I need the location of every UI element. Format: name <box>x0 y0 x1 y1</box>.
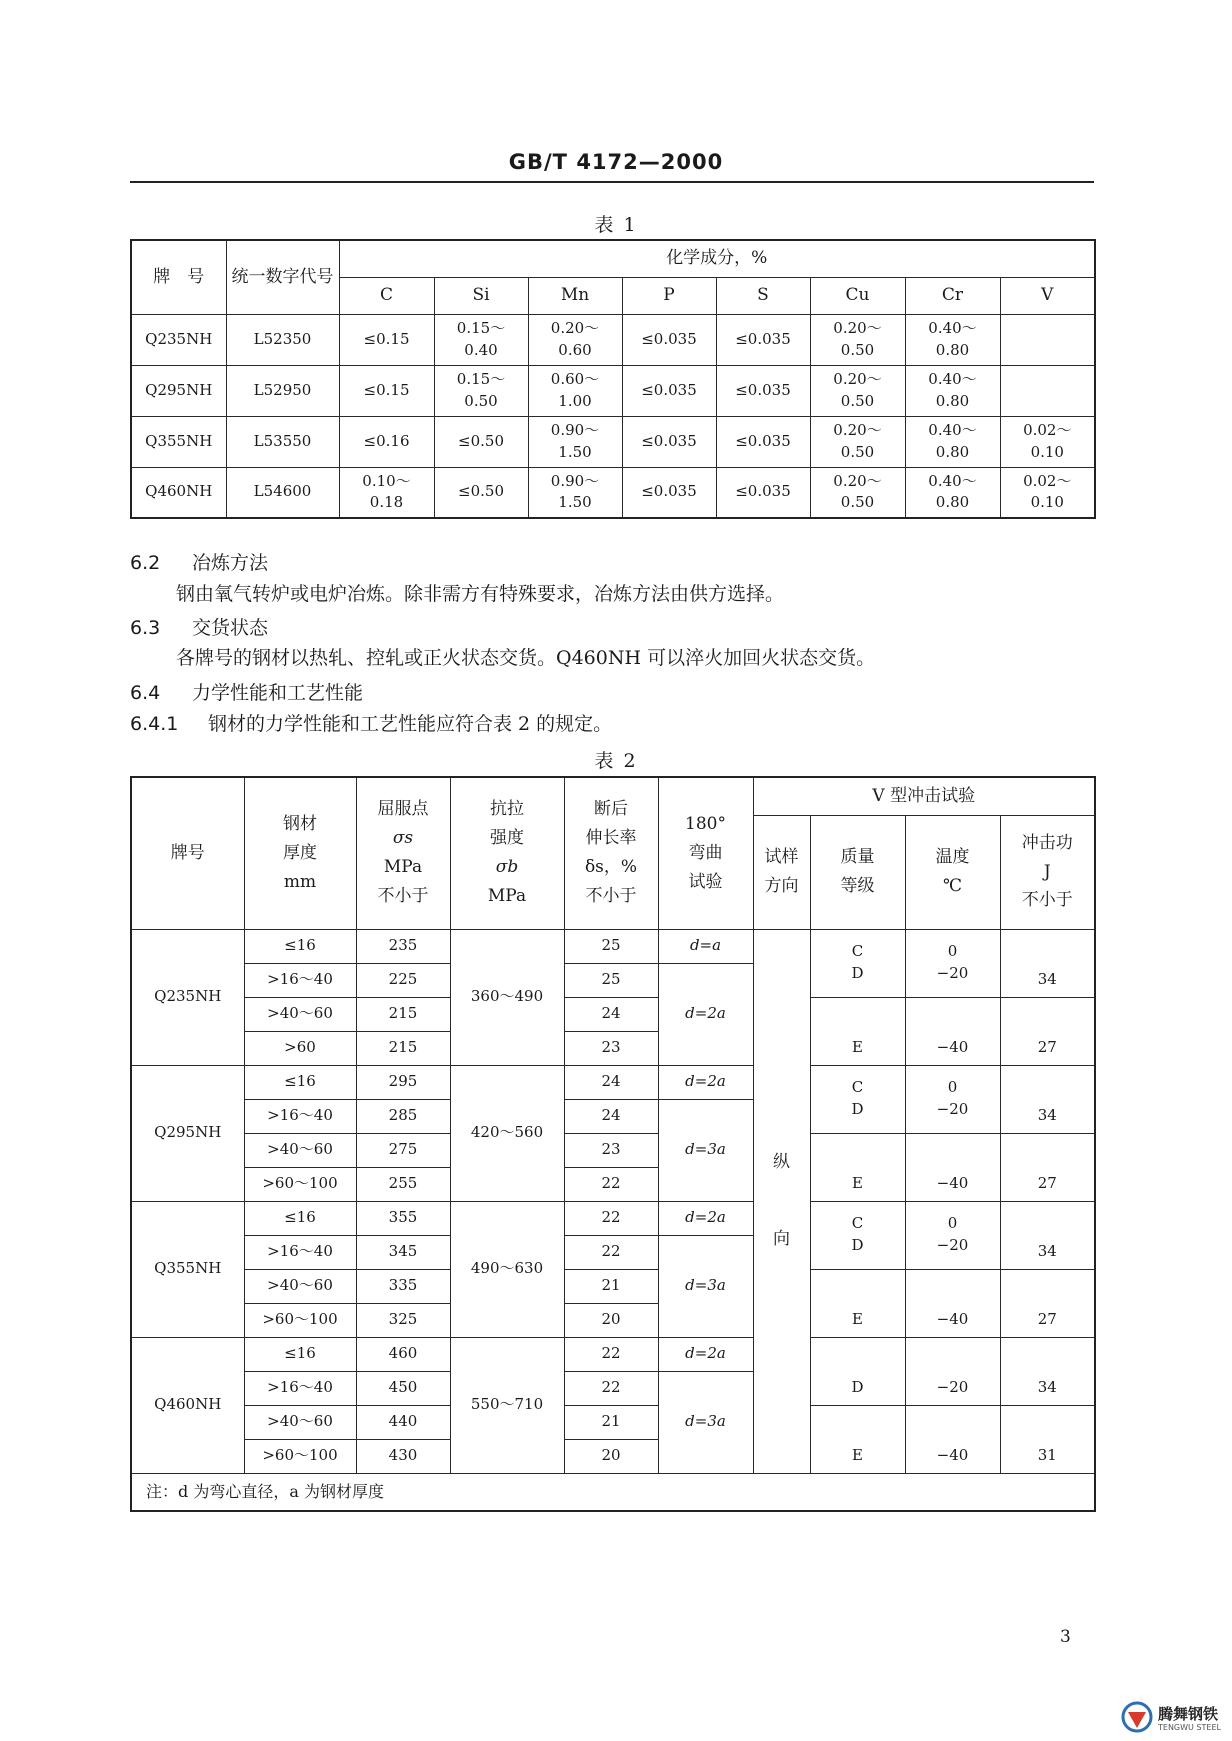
header-rule <box>130 181 1094 183</box>
t1-value: 0.20～ 0.50 <box>810 365 905 416</box>
t1-header-element: C <box>339 277 434 314</box>
t1-code: L53550 <box>226 416 339 467</box>
t1-header-grade: 牌 号 <box>131 240 226 314</box>
t2-yield: 450 <box>356 1371 450 1405</box>
t2-thickness: >16～40 <box>244 963 356 997</box>
t2-yield: 440 <box>356 1405 450 1439</box>
t1-value <box>1000 365 1095 416</box>
t1-value: ≤0.035 <box>716 365 810 416</box>
section-6-3-heading <box>130 619 268 638</box>
t2-elongation: 22 <box>564 1371 658 1405</box>
t1-value: ≤0.035 <box>716 314 810 365</box>
t1-value: 0.40～ 0.80 <box>905 314 1000 365</box>
t2-yield: 355 <box>356 1201 450 1235</box>
t2-elongation: 20 <box>564 1439 658 1473</box>
t1-value: 0.20～ 0.50 <box>810 314 905 365</box>
section-number: 6.4.1 <box>130 713 179 735</box>
t2-header-yield: 屈服点 σs MPa 不小于 <box>356 777 450 929</box>
t2-yield: 225 <box>356 963 450 997</box>
t1-header-code: 统一数字代号 <box>226 240 339 314</box>
section-body: 钢材的力学性能和工艺性能应符合表 2 的规定。 <box>208 713 613 735</box>
t2-header-thickness: 钢材 厚度 mm <box>244 777 356 929</box>
t1-value: ≤0.16 <box>339 416 434 467</box>
t1-value: 0.20～ 0.50 <box>810 416 905 467</box>
t2-yield: 275 <box>356 1133 450 1167</box>
t2-thickness: >16～40 <box>244 1371 356 1405</box>
t1-header-element: Cu <box>810 277 905 314</box>
t2-quality: E <box>810 1133 905 1201</box>
t2-temperature: −40 <box>905 997 1000 1065</box>
t2-quality: E <box>810 997 905 1065</box>
t2-temperature: 0 −20 <box>905 929 1000 997</box>
t1-row <box>131 314 1095 365</box>
t2-row <box>131 1065 1095 1099</box>
t2-energy: 34 <box>1000 1337 1095 1405</box>
t2-energy: 34 <box>1000 1065 1095 1133</box>
t2-thickness: >16～40 <box>244 1235 356 1269</box>
t2-elongation: 23 <box>564 1133 658 1167</box>
t1-header-element: V <box>1000 277 1095 314</box>
t1-value <box>1000 314 1095 365</box>
t2-quality: C D <box>810 929 905 997</box>
logo-icon <box>1120 1700 1232 1734</box>
t2-row <box>131 997 1095 1031</box>
t2-yield: 255 <box>356 1167 450 1201</box>
t2-energy: 27 <box>1000 997 1095 1065</box>
t1-grade: Q355NH <box>131 416 226 467</box>
t1-row <box>131 365 1095 416</box>
t1-value: ≤0.50 <box>434 467 528 518</box>
t1-value: 0.90～ 1.50 <box>528 416 622 467</box>
t2-bend: d=3a <box>658 1235 753 1337</box>
t2-temperature: −40 <box>905 1133 1000 1201</box>
section-6-2-heading <box>130 554 268 573</box>
t2-elongation: 25 <box>564 929 658 963</box>
t2-thickness: ≤16 <box>244 1201 356 1235</box>
t2-yield: 235 <box>356 929 450 963</box>
t2-thickness: >40～60 <box>244 997 356 1031</box>
t2-elongation: 24 <box>564 997 658 1031</box>
t2-thickness: >40～60 <box>244 1269 356 1303</box>
t1-header-element: Mn <box>528 277 622 314</box>
t2-yield: 285 <box>356 1099 450 1133</box>
mechanical-properties-table <box>130 776 1096 1512</box>
t2-tensile: 420～560 <box>450 1065 564 1201</box>
section-6-4-heading <box>130 684 363 703</box>
t2-row <box>131 1201 1095 1235</box>
t2-bend: d=3a <box>658 1371 753 1473</box>
t2-temperature: 0 −20 <box>905 1201 1000 1269</box>
t1-value: ≤0.035 <box>622 467 716 518</box>
t2-yield: 295 <box>356 1065 450 1099</box>
table1-caption: 表 1 <box>594 214 638 236</box>
t1-code: L52350 <box>226 314 339 365</box>
t2-yield: 430 <box>356 1439 450 1473</box>
t2-header-bend: 180° 弯曲 试验 <box>658 777 753 929</box>
t2-yield: 460 <box>356 1337 450 1371</box>
t1-value: 0.20～ 0.50 <box>810 467 905 518</box>
t2-temperature: −40 <box>905 1269 1000 1337</box>
t2-header-temperature: 温度 ℃ <box>905 815 1000 929</box>
section-number: 6.3 <box>130 617 161 639</box>
t1-value: 0.60～ 1.00 <box>528 365 622 416</box>
t2-row <box>131 1405 1095 1439</box>
t1-code: L54600 <box>226 467 339 518</box>
t2-thickness: >60 <box>244 1031 356 1065</box>
t2-header-grade: 牌号 <box>131 777 244 929</box>
t2-thickness: >60～100 <box>244 1439 356 1473</box>
t2-elongation: 24 <box>564 1099 658 1133</box>
t2-header-impact: V 型冲击试验 <box>753 777 1095 815</box>
section-6-3-body: 各牌号的钢材以热轧、控轧或正火状态交货。Q460NH 可以淬火加回火状态交货。 <box>176 647 876 669</box>
t2-yield: 215 <box>356 1031 450 1065</box>
t2-header-direction: 试样 方向 <box>753 815 810 929</box>
t1-value: 0.40～ 0.80 <box>905 365 1000 416</box>
section-title: 力学性能和工艺性能 <box>192 682 364 704</box>
t2-energy: 34 <box>1000 1201 1095 1269</box>
t2-header-tensile: 抗拉 强度 σb MPa <box>450 777 564 929</box>
publisher-logo <box>1120 1700 1232 1734</box>
t2-bend: d=2a <box>658 1201 753 1235</box>
t2-yield: 325 <box>356 1303 450 1337</box>
t2-temperature: −40 <box>905 1405 1000 1473</box>
t1-value: ≤0.15 <box>339 314 434 365</box>
t2-row <box>131 1337 1095 1371</box>
t1-value: ≤0.035 <box>716 467 810 518</box>
t2-tensile: 360～490 <box>450 929 564 1065</box>
t2-grade: Q295NH <box>131 1065 244 1201</box>
t1-value: ≤0.035 <box>622 365 716 416</box>
t2-elongation: 24 <box>564 1065 658 1099</box>
t1-code: L52950 <box>226 365 339 416</box>
t1-value: 0.40～ 0.80 <box>905 467 1000 518</box>
t1-grade: Q235NH <box>131 314 226 365</box>
table2-caption: 表 2 <box>594 750 638 772</box>
t2-bend: d=a <box>658 929 753 963</box>
section-number: 6.4 <box>130 682 161 704</box>
section-number: 6.2 <box>130 552 161 574</box>
t1-header-element: Si <box>434 277 528 314</box>
t1-value: 0.02～ 0.10 <box>1000 467 1095 518</box>
t1-value: 0.10～ 0.18 <box>339 467 434 518</box>
t1-value: ≤0.035 <box>622 416 716 467</box>
t1-value: 0.02～ 0.10 <box>1000 416 1095 467</box>
t2-elongation: 22 <box>564 1201 658 1235</box>
t2-row <box>131 1133 1095 1167</box>
section-6-4-1 <box>130 715 612 734</box>
t1-value: 0.40～ 0.80 <box>905 416 1000 467</box>
t2-energy: 27 <box>1000 1269 1095 1337</box>
t1-header-element: S <box>716 277 810 314</box>
t2-quality: C D <box>810 1201 905 1269</box>
section-6-2-body: 钢由氧气转炉或电炉冶炼。除非需方有特殊要求，冶炼方法由供方选择。 <box>176 583 785 605</box>
section-title: 交货状态 <box>192 617 269 639</box>
t1-value: ≤0.15 <box>339 365 434 416</box>
t2-header-energy: 冲击功 J 不小于 <box>1000 815 1095 929</box>
t2-yield: 335 <box>356 1269 450 1303</box>
t2-elongation: 25 <box>564 963 658 997</box>
table2-note: 注：d 为弯心直径，a 为钢材厚度 <box>131 1473 1095 1511</box>
t1-row <box>131 416 1095 467</box>
t2-thickness: >60～100 <box>244 1303 356 1337</box>
logo-name: 腾舞钢铁 <box>1158 1705 1219 1723</box>
t2-bend: d=2a <box>658 963 753 1065</box>
t2-tensile: 490～630 <box>450 1201 564 1337</box>
t2-elongation: 22 <box>564 1337 658 1371</box>
t2-header-elongation: 断后 伸长率 δs，% 不小于 <box>564 777 658 929</box>
t1-row <box>131 467 1095 518</box>
t2-bend: d=2a <box>658 1065 753 1099</box>
t1-value: 0.15～ 0.40 <box>434 314 528 365</box>
t2-yield: 345 <box>356 1235 450 1269</box>
page-number: 3 <box>1060 1627 1071 1647</box>
t2-grade: Q460NH <box>131 1337 244 1473</box>
t2-quality: D <box>810 1337 905 1405</box>
t1-grade: Q460NH <box>131 467 226 518</box>
t2-quality: C D <box>810 1065 905 1133</box>
standard-header: GB/T 4172—2000 <box>508 150 724 174</box>
t2-tensile: 550～710 <box>450 1337 564 1473</box>
t2-elongation: 22 <box>564 1167 658 1201</box>
t2-elongation: 22 <box>564 1235 658 1269</box>
t2-elongation: 21 <box>564 1405 658 1439</box>
t1-value: 0.20～ 0.60 <box>528 314 622 365</box>
t1-header-element: P <box>622 277 716 314</box>
t2-elongation: 21 <box>564 1269 658 1303</box>
t1-value: ≤0.50 <box>434 416 528 467</box>
t2-thickness: >60～100 <box>244 1167 356 1201</box>
t2-yield: 215 <box>356 997 450 1031</box>
t1-value: 0.15～ 0.50 <box>434 365 528 416</box>
t2-elongation: 23 <box>564 1031 658 1065</box>
t2-thickness: >40～60 <box>244 1405 356 1439</box>
t1-value: ≤0.035 <box>716 416 810 467</box>
t2-thickness: ≤16 <box>244 1065 356 1099</box>
t2-row <box>131 1269 1095 1303</box>
t2-grade: Q235NH <box>131 929 244 1065</box>
t2-thickness: ≤16 <box>244 929 356 963</box>
t2-energy: 27 <box>1000 1133 1095 1201</box>
t2-bend: d=2a <box>658 1337 753 1371</box>
section-title: 冶炼方法 <box>192 552 269 574</box>
t1-grade: Q295NH <box>131 365 226 416</box>
t2-thickness: >40～60 <box>244 1133 356 1167</box>
t1-value: 0.90～ 1.50 <box>528 467 622 518</box>
t2-quality: E <box>810 1405 905 1473</box>
t2-bend: d=3a <box>658 1099 753 1201</box>
t2-row <box>131 929 1095 963</box>
t1-header-element: Cr <box>905 277 1000 314</box>
t2-temperature: −20 <box>905 1337 1000 1405</box>
t2-header-quality: 质量 等级 <box>810 815 905 929</box>
t2-quality: E <box>810 1269 905 1337</box>
logo-sub: TENGWU STEEL <box>1158 1723 1221 1732</box>
t2-thickness: ≤16 <box>244 1337 356 1371</box>
t2-elongation: 20 <box>564 1303 658 1337</box>
t2-grade: Q355NH <box>131 1201 244 1337</box>
t2-thickness: >16～40 <box>244 1099 356 1133</box>
t1-value: ≤0.035 <box>622 314 716 365</box>
t2-energy: 34 <box>1000 929 1095 997</box>
t2-direction: 纵 向 <box>753 929 810 1473</box>
t1-header-chem: 化学成分，% <box>339 240 1095 277</box>
chemical-composition-table <box>130 239 1096 519</box>
t2-temperature: 0 −20 <box>905 1065 1000 1133</box>
t2-energy: 31 <box>1000 1405 1095 1473</box>
